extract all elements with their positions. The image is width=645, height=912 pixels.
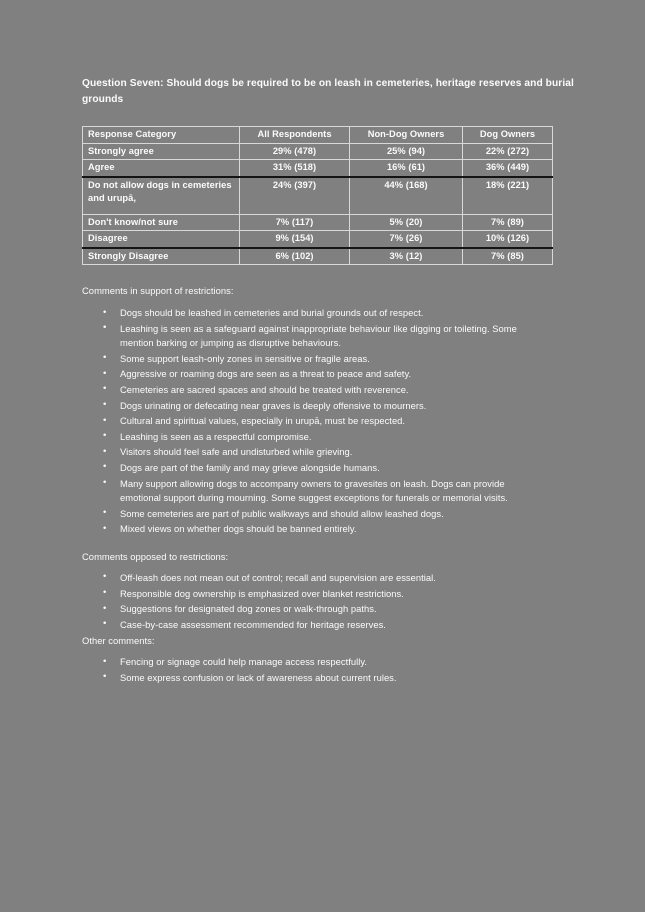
cell-non-dog-owners: 25% (94) xyxy=(350,143,463,160)
list-item: • Dogs are part of the family and may grieve alongside humans. xyxy=(82,461,544,476)
list-item: • Dogs should be leashed in cemeteries and burial grounds out of respect. xyxy=(82,306,544,321)
list-item: • Dogs urinating or defecating near graves is deeply offensive to mourners. xyxy=(82,399,544,414)
table-header-row xyxy=(83,127,553,144)
table-row xyxy=(83,248,553,265)
page-title: Question Seven: Should dogs be required to be on leash in cemeteries, heritage reserves and burial grounds xyxy=(82,78,574,105)
list-item: • Some support leash-only zones in sensitive or fragile areas. xyxy=(82,352,544,367)
section-heading-support: Comments in support of restrictions: xyxy=(82,285,234,296)
list-item: • Some cemeteries are part of public walkways and should allow leashed dogs. xyxy=(82,507,544,522)
list-item: • Cultural and spiritual values, especially in urupā, must be respected. xyxy=(82,414,544,429)
cell-all-respondents: 29% (478) xyxy=(240,143,350,160)
column-header-category: Response Category xyxy=(83,127,240,144)
table-row xyxy=(83,143,553,160)
section-heading-opposed: Comments opposed to restrictions: xyxy=(82,550,229,562)
cell-all-respondents: 9% (154) xyxy=(240,231,350,248)
cell-non-dog-owners: 7% (26) xyxy=(350,231,463,248)
table-row xyxy=(83,160,553,177)
cell-non-dog-owners: 5% (20) xyxy=(350,214,463,231)
cell-dog-owners: 7% (89) xyxy=(463,214,553,231)
list-item: • Suggestions for designated dog zones or walk-through paths. xyxy=(82,602,544,617)
cell-category: Do not allow dogs in cemeteries and urupā, xyxy=(83,177,240,215)
cell-non-dog-owners: 16% (61) xyxy=(350,160,463,177)
list-item: • Visitors should feel safe and undisturbed while grieving. xyxy=(82,445,544,460)
list-item: • Cemeteries are sacred spaces and should be treated with reverence. xyxy=(82,383,544,398)
response-results-table xyxy=(82,126,553,265)
list-item: • Fencing or signage could help manage access respectfully. xyxy=(82,655,544,670)
cell-category: Agree xyxy=(83,160,240,177)
column-header-non-dog-owners: Non-Dog Owners xyxy=(350,127,463,144)
column-header-all-respondents: All Respondents xyxy=(240,127,350,144)
cell-dog-owners: 36% (449) xyxy=(463,160,553,177)
cell-all-respondents: 31% (518) xyxy=(240,160,350,177)
list-item: • Responsible dog ownership is emphasized over blanket restrictions. xyxy=(82,587,544,602)
cell-non-dog-owners: 44% (168) xyxy=(350,177,463,215)
cell-dog-owners: 10% (126) xyxy=(463,231,553,248)
cell-category: Strongly agree xyxy=(83,143,240,160)
cell-dog-owners: 7% (85) xyxy=(463,248,553,265)
cell-dog-owners: 22% (272) xyxy=(463,143,553,160)
column-header-dog-owners: Dog Owners xyxy=(463,127,553,144)
other-bullet-list xyxy=(82,655,567,685)
list-item: • Mixed views on whether dogs should be banned entirely. xyxy=(82,522,544,537)
list-item: • Leashing is seen as a safeguard against inappropriate behaviour like digging or toileting. Some mention barking or jumping as disruptive behaviours. xyxy=(82,322,544,351)
cell-category: Disagree xyxy=(83,231,240,248)
table-row xyxy=(83,177,553,215)
table-row xyxy=(83,231,553,248)
list-item: • Off-leash does not mean out of control; recall and supervision are essential. xyxy=(82,571,544,586)
cell-dog-owners: 18% (221) xyxy=(463,177,553,215)
list-item: • Aggressive or roaming dogs are seen as a threat to peace and safety. xyxy=(82,367,544,382)
section-heading-other: Other comments: xyxy=(82,635,155,647)
opposed-bullet-list xyxy=(82,571,567,632)
cell-non-dog-owners: 3% (12) xyxy=(350,248,463,265)
cell-all-respondents: 6% (102) xyxy=(240,248,350,265)
cell-all-respondents: 24% (397) xyxy=(240,177,350,215)
list-item: • Leashing is seen as a respectful compromise. xyxy=(82,430,544,445)
list-item: • Many support allowing dogs to accompany owners to gravesites on leash. Dogs can provide emotional support during mourning. Some suggest exceptions for funerals or memorial visits. xyxy=(82,477,544,506)
support-bullet-list xyxy=(82,306,567,537)
cell-category: Don't know/not sure xyxy=(83,214,240,231)
list-item: • Case-by-case assessment recommended for heritage reserves. xyxy=(82,618,544,633)
table-row xyxy=(83,214,553,231)
list-item: • Some express confusion or lack of awareness about current rules. xyxy=(82,671,544,686)
cell-category: Strongly Disagree xyxy=(83,248,240,265)
cell-all-respondents: 7% (117) xyxy=(240,214,350,231)
